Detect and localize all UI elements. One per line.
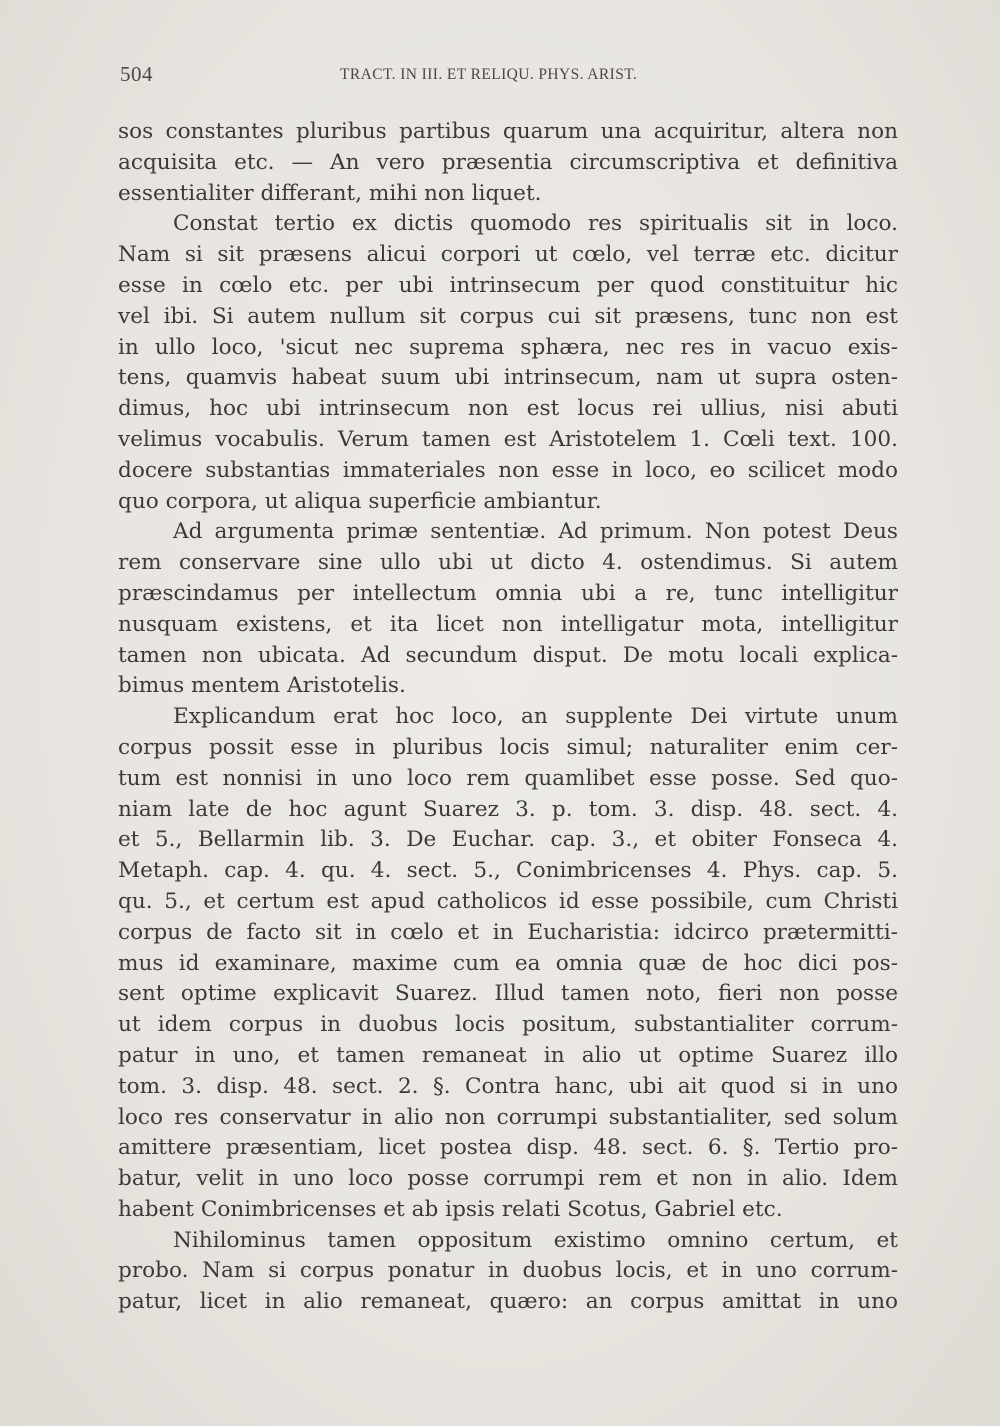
page-header (120, 62, 900, 86)
text-line: esse in cœlo etc. per ubi intrinsecum per quod constituitur hic (118, 272, 898, 298)
text-line: mus id examinare, maxime cum ea omnia quæ de hoc dici pos- (118, 950, 898, 976)
text-line: sos constantes pluribus partibus quarum una acquiritur, altera non (118, 119, 898, 144)
text-line: Ad argumenta primæ sententiæ. Ad primum. Non potest Deus (173, 519, 898, 545)
text-line: Explicandum erat hoc loco, an supplente Dei virtute unum (173, 704, 898, 730)
text-line: præscindamus per intellectum omnia ubi a re, tunc intelligitur (118, 580, 898, 606)
text-line: docere substantias immateriales non esse in loco, eo scilicet modo (118, 457, 898, 483)
text-line: corpus possit esse in pluribus locis simul; naturaliter enim cer- (118, 734, 898, 760)
text-line: batur, velit in uno loco posse corrumpi rem et non in alio. Idem (118, 1166, 898, 1192)
text-line: probo. Nam si corpus ponatur in duobus locis, et in uno corrum- (118, 1258, 898, 1284)
text-line: patur in uno, et tamen remaneat in alio ut optime Suarez illo (118, 1042, 898, 1068)
text-line: dimus, hoc ubi intrinsecum non est locus rei ullius, nisi abuti (118, 396, 898, 422)
text-line: sent optime explicavit Suarez. Illud tamen noto, fieri non posse (118, 981, 898, 1007)
text-line: Nam si sit præsens alicui corpori ut cœlo, vel terræ etc. dicitur (118, 242, 898, 268)
text-line: niam late de hoc agunt Suarez 3. p. tom. 3. disp. 48. sect. 4. (118, 796, 898, 822)
text-line: corpus de facto sit in cœlo et in Eucharistia: idcirco prætermitti- (118, 919, 898, 945)
text-line: ut idem corpus in duobus locis positum, substantialiter corrum- (118, 1012, 898, 1038)
text-line: in ullo loco, 'sicut nec suprema sphæra, nec res in vacuo exis- (118, 334, 898, 360)
running-title: TRACT. IN III. ET RELIQU. PHYS. ARIST. (340, 66, 638, 83)
text-line: tum est nonnisi in uno loco rem quamlibet esse posse. Sed quo- (118, 765, 898, 791)
text-line: vel ibi. Si autem nullum sit corpus cui sit præsens, tunc non est (118, 303, 898, 329)
text-line: nusquam existens, et ita licet non intelligatur mota, intelligitur (118, 611, 898, 637)
text-line: Constat tertio ex dictis quomodo res spiritualis sit in loco. (173, 211, 898, 237)
paragraph (118, 702, 898, 1226)
text-line: tens, quamvis habeat suum ubi intrinsecum, nam ut supra osten- (118, 365, 898, 391)
text-line: essentialiter differant, mihi non liquet. (118, 180, 542, 206)
text-line: patur, licet in alio remaneat, quæro: an corpus amittat in uno (118, 1289, 898, 1315)
page-number: 504 (120, 62, 153, 86)
text-line: velimus vocabulis. Verum tamen est Aristotelem 1. Cœli text. 100. (118, 426, 898, 452)
text-line: tom. 3. disp. 48. sect. 2. §. Contra hanc, ubi ait quod si in uno (118, 1073, 898, 1099)
text-line: quo corpora, ut aliqua superficie ambiantur. (118, 488, 602, 514)
body-text (118, 117, 898, 1318)
text-line: qu. 5., et certum est apud catholicos id esse possibile, cum Christi (118, 888, 898, 914)
text-line: Metaph. cap. 4. qu. 4. sect. 5., Conimbricenses 4. Phys. cap. 5. (118, 858, 898, 884)
text-line: tamen non ubicata. Ad secundum disput. De motu locali explica- (118, 642, 898, 668)
paragraph (118, 1226, 898, 1318)
text-line: habent Conimbricenses et ab ipsis relati Scotus, Gabriel etc. (118, 1196, 783, 1222)
paragraph (118, 117, 898, 209)
text-line: acquisita etc. — An vero præsentia circumscriptiva et definitiva (118, 149, 898, 175)
text-line: loco res conservatur in alio non corrumpi substantialiter, sed solum (118, 1104, 898, 1130)
text-line: Nihilominus tamen oppositum existimo omnino certum, et (173, 1227, 898, 1253)
paragraph (118, 517, 898, 702)
paragraph (118, 209, 898, 517)
text-line: et 5., Bellarmin lib. 3. De Euchar. cap. 3., et obiter Fonseca 4. (118, 827, 898, 853)
text-line: amittere præsentiam, licet postea disp. 48. sect. 6. §. Tertio pro- (118, 1135, 898, 1161)
text-line: bimus mentem Aristotelis. (118, 673, 406, 699)
text-line: rem conservare sine ullo ubi ut dicto 4. ostendimus. Si autem (118, 550, 898, 576)
